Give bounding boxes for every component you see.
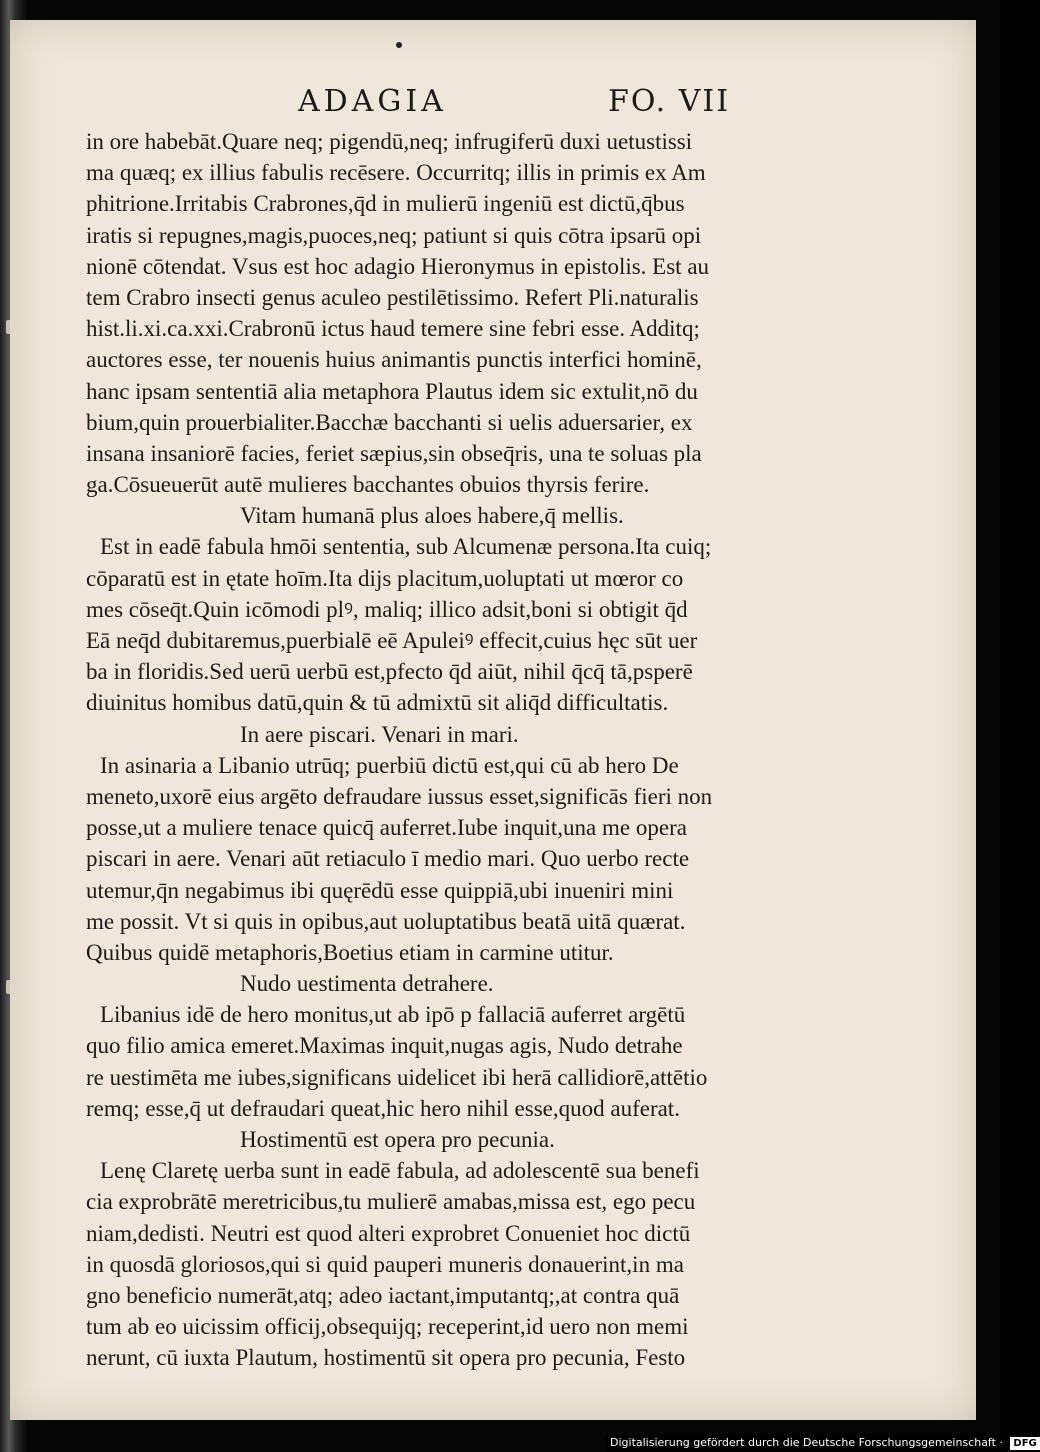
text-line: Libanius idē de hero monitus,ut ab ipō p fallaciā auferret argētū [100,1002,686,1028]
text-line: hist.li.xi.ca.xxi.Crabronū ictus haud temere sine febri esse. Additq; [86,316,700,342]
credit-text: Digitalisierung gefördert durch die Deutsche Forschungsgemeinschaft · [610,1436,1003,1449]
text-line: cia exprobrātē meretricibus,tu mulierē amabas,missa est, ego pecu [86,1189,696,1215]
text-line: posse,ut a muliere tenace quicq̄ auferret.Iube inquit,una me opera [86,815,687,841]
text-line: ba in floridis.Sed uerū uerbū est,pfecto q̄d aiūt, nihil q̄cq̄ tā,psperē [86,659,693,685]
text-line: Eā neq̄d dubitaremus,puerbialē eē Apuleiꝰ effecit,cuius hęc sūt uer [86,628,698,653]
text-line: me possit. Vt si quis in opibus,aut uoluptatibus beatā uitā quærat. [86,908,686,934]
adage-heading: Vitam humanā plus aloes habere,q̄ mellis. [240,503,624,529]
text-line: Lenę Claretę uerba sunt in eadē fabula, ad adolescentē sua benefi [100,1158,700,1184]
text-line: re uestimēta me iubes,significans uidelicet ibi herā callidiorē,attētio [86,1064,708,1090]
text-line: cōparatū est in ętate hoīm.Ita dijs placitum,uoluptati ut mœror co [86,565,684,591]
text-line: auctores esse, ter nouenis huius animantis punctis interfici hominē, [86,347,702,373]
text-line: iratis si repugnes,magis,puoces,neq; patiunt si quis cōtra ipsarū opi [86,222,702,248]
text-line: utemur,q̄n negabimus ibi quęrēdū esse quippiā,ubi inueniri mini [86,877,674,903]
text-line: piscari in aere. Venari aūt retiaculo ī medio mari. Quo uerbo recte [86,846,690,872]
text-line: Est in eadē fabula hmōi sententia, sub Alcumenæ persona.Ita cuiq; [100,534,712,560]
text-line: niam,dedisti. Neutri est quod alteri exprobret Conueniet hoc dictū [86,1220,691,1246]
text-line: quo filio amica emeret.Maximas inquit,nugas agis, Nudo detrahe [86,1033,683,1059]
text-line: insana insaniorē facies, feriet sæpius,sin obseq̄ris, una te soluas pla [86,440,702,466]
adage-heading: In aere piscari. Venari in mari. [240,721,519,747]
text-line: bium,quin prouerbialiter.Bacchæ bacchanti si uelis aduersarier, ex [86,409,693,435]
ink-dot [396,42,402,48]
text-line: nerunt, cū iuxta Plautum, hostimentū sit opera pro pecunia, Festo [86,1345,686,1371]
adage-heading: Hostimentū est opera pro pecunia. [240,1127,555,1152]
text-line: In asinaria a Libanio utrūq; puerbiū dictū est,qui cū ab hero De [100,752,679,778]
text-line: tum ab eo uicissim officij,obsequijq; receperint,id uero non memi [86,1314,689,1340]
text-line: diuinitus homibus datū,quin & tū admixtū sit aliq̄d difficultatis. [86,690,669,716]
body-text [86,126,776,1374]
text-line: remq; esse,q̄ ut defraudari queat,hic hero nihil esse,quod auferat. [86,1095,680,1121]
text-line: in quosdā gloriosos,qui si quid pauperi muneris donauerint,in ma [86,1251,684,1277]
dfg-logo: DFG [1010,1437,1039,1450]
text-line: meneto,uxorē eius argēto defraudare iussus esset,significās fieri non [86,783,713,809]
text-line: ma quæq; ex illius fabulis recēsere. Occurritq; illis in primis ex Am [86,160,706,186]
adage-heading: Nudo uestimenta detrahere. [240,971,494,997]
text-line: hanc ipsam sententiā alia metaphora Plautus idem sic extulit,nō du [86,378,698,404]
text-line: tem Crabro insecti genus aculeo pestilētissimo. Refert Pli.naturalis [86,284,699,310]
text-line: gno beneficio numerāt,atq; adeo iactant,imputantq;,at contra quā [86,1282,680,1308]
text-line: phitrione.Irritabis Crabrones,q̄d in mulierū ingeniū est dictū,q̄bus [86,191,685,217]
text-line: in ore habebāt.Quare neq; pigendū,neq; infrugiferū duxi uetustissi [86,129,693,154]
folio-number: FO. VII [608,84,731,119]
text-line: mes cōseq̄t.Quin icōmodi plꝰ, maliq; illico adsit,boni si obtigit q̄d [86,596,688,622]
text-line: Quibus quidē metaphoris,Boetius etiam in carmine utitur. [86,939,614,965]
digitization-credit-bar [606,1434,1037,1452]
running-head-title: ADAGIA [298,84,447,119]
text-line: nionē cōtendat. Vsus est hoc adagio Hieronymus in epistolis. Est au [86,253,710,279]
text-line: ga.Cōsueuerūt autē mulieres bacchantes obuios thyrsis ferire. [86,472,650,498]
